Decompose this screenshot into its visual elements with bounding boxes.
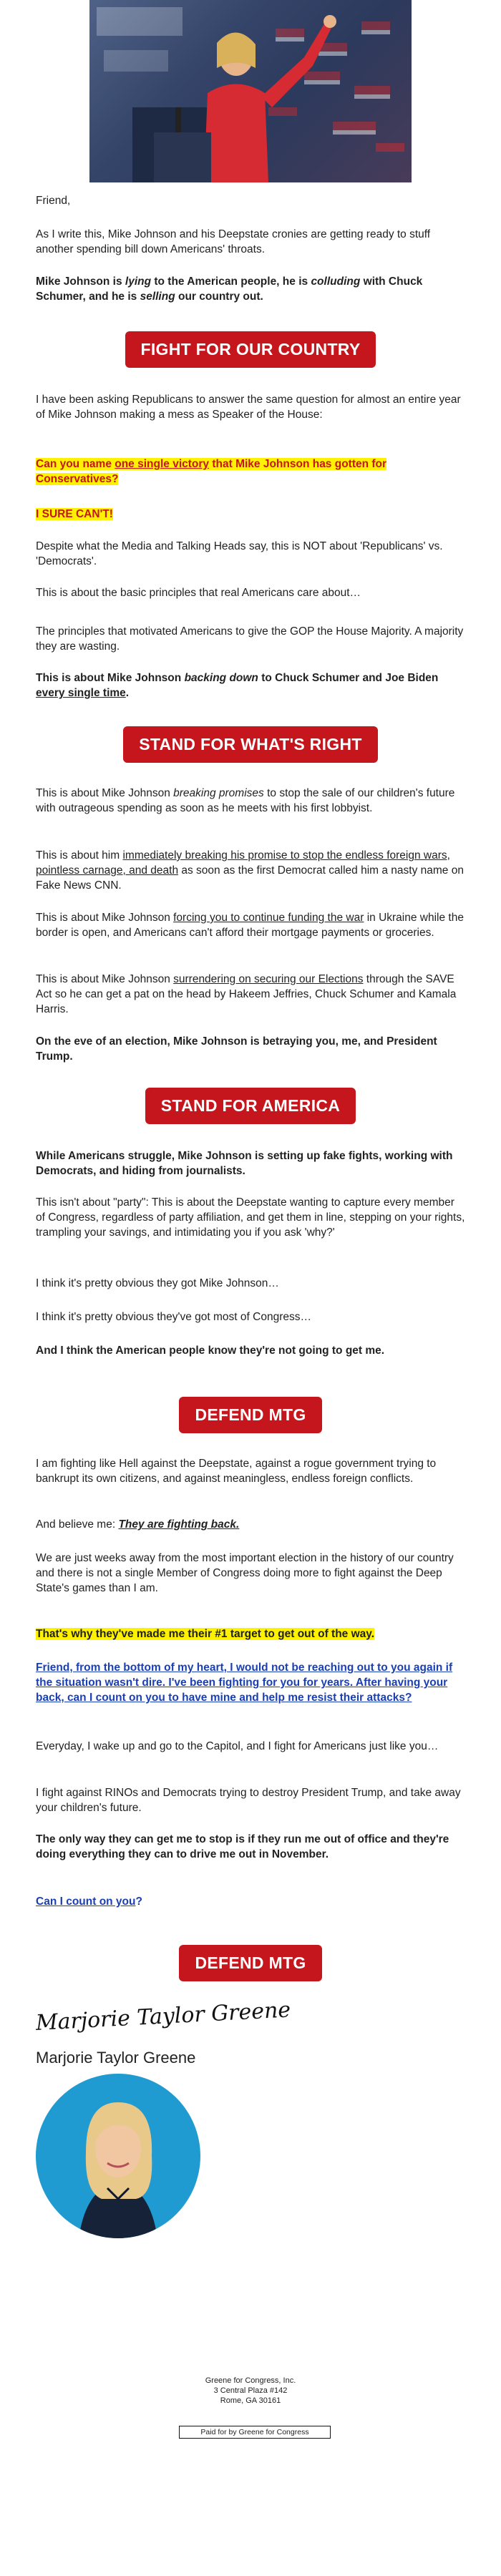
email-body [36, 0, 465, 2576]
paragraph-fighting: I am fighting like Hell against the Deepstate, against a rogue government trying to bankrupt its own citizens, and against meaningless, endless foreign conflicts. [36, 1458, 437, 1485]
paragraph-backing-down [36, 670, 465, 701]
paid-for-disclaimer: Paid for by Greene for Congress [179, 2426, 331, 2439]
cta-row-3 [36, 1088, 465, 1124]
paragraph-fighting-back [36, 1517, 465, 1532]
text: in Ukraine while the border is open, and Americans can't afford their mortgage payments or groceries. [36, 912, 464, 939]
text: ? [135, 1896, 142, 1908]
paragraph-foreign-wars [36, 848, 465, 893]
defend-mtg-button[interactable]: DEFEND MTG [179, 1397, 321, 1433]
paragraph-election: We are just weeks away from the most important election in the history of our country and there is not a single Member of Congress doing more to fight against the Deep State's games than I am. [36, 1552, 454, 1594]
portrait-illustration [36, 2074, 200, 2238]
text: that Mike Johnson has gotten for Conservatives? [36, 458, 387, 485]
paragraph-got-congress: I think it's pretty obvious they've got most of Congress… [36, 1311, 311, 1323]
text-emphasis: They are fighting back. [118, 1518, 240, 1531]
footer-org: Greene for Congress, Inc. [205, 2376, 296, 2385]
paragraph-rinos: I fight against RINOs and Democrats trying to destroy President Trump, and take away your children's future. [36, 1787, 461, 1814]
text: through the SAVE Act so he can get a pat on the head by Hakeem Jeffries, Chuck Schumer and Kamala Harris. [36, 973, 457, 1015]
text-underline: every single time [36, 687, 126, 699]
text: This is about Mike Johnson [36, 973, 174, 985]
text-underline: forcing you to continue funding the war [173, 912, 364, 924]
text-highlight: I SURE CAN'T! [36, 508, 113, 520]
text-emphasis: lying [125, 275, 152, 288]
text: This is about Mike Johnson [36, 672, 185, 684]
paragraph-everyday: Everyday, I wake up and go to the Capitol, and I fight for Americans just like you… [36, 1740, 439, 1752]
text: This is about Mike Johnson [36, 787, 174, 799]
count-on-you-link[interactable]: Can I count on you [36, 1896, 136, 1908]
cta-row-5 [36, 1945, 465, 1981]
paragraph-count-on-you [36, 1894, 465, 1909]
text-underline: immediately breaking his promise to stop the endless foreign wars, pointless carnage, and death [36, 849, 450, 877]
stand-for-whats-right-button[interactable]: STAND FOR WHAT'S RIGHT [123, 726, 377, 763]
text: This is about him [36, 849, 123, 862]
paragraph-lying [36, 274, 465, 304]
paragraph-not-me: And I think the American people know they're not going to get me. [36, 1345, 385, 1357]
paragraph-question [36, 457, 465, 487]
paragraph-principles: This is about the basic principles that real Americans care about… [36, 587, 361, 599]
paragraph-betraying: On the eve of an election, Mike Johnson is betraying you, me, and President Trump. [36, 1035, 437, 1063]
footer-address-1: 3 Central Plaza #142 [213, 2386, 288, 2395]
text-emphasis: backing down [184, 672, 258, 684]
signature: Marjorie Taylor Greene [35, 1997, 291, 2036]
paragraph-got-johnson: I think it's pretty obvious they got Mike Johnson… [36, 1277, 279, 1289]
paragraph-majority: The principles that motivated Americans to give the GOP the House Majority. A majority they are wasting. [36, 625, 464, 653]
text: And believe me: [36, 1518, 119, 1531]
text: to stop the sale of our children's future with outrageous spending as soon as he meets with his first lobbyist. [36, 787, 455, 814]
cta-row-4 [36, 1397, 465, 1433]
avatar [36, 2074, 200, 2238]
stand-for-america-button[interactable]: STAND FOR AMERICA [145, 1088, 356, 1124]
fight-for-our-country-button[interactable]: FIGHT FOR OUR COUNTRY [125, 331, 376, 368]
defend-mtg-button-bottom[interactable]: DEFEND MTG [179, 1945, 321, 1981]
text: This is about Mike Johnson [36, 912, 174, 924]
text-emphasis: selling [140, 291, 175, 303]
paragraph-elections [36, 972, 465, 1017]
text-highlight: That's why they've made me their #1 target to get out of the way. [36, 1628, 375, 1640]
text: with Chuck Schumer, and he is [36, 275, 423, 303]
footer-address-2: Rome, GA 30161 [220, 2396, 281, 2405]
paragraph-question-intro: I have been asking Republicans to answer the same question for almost an entire year of Mike Johnson making a mess as Speaker of the House: [36, 394, 461, 421]
text: to the American people, he is [151, 275, 311, 288]
paragraph-sure-cant [36, 507, 465, 522]
footer [36, 2376, 465, 2406]
cta-row-2 [36, 726, 465, 763]
paragraph-run-out: The only way they can get me to stop is if they run me out of office and they're doing everything they can to drive me out in November. [36, 1833, 449, 1860]
text: . [125, 687, 130, 699]
text-emphasis: breaking promises [173, 787, 264, 799]
text: Mike Johnson is [36, 275, 125, 288]
text-underline: one single victory [115, 458, 210, 470]
paragraph-target [36, 1626, 465, 1641]
text: Can you name [36, 458, 115, 470]
hero-photo [89, 0, 412, 182]
text: to Chuck Schumer and Joe Biden [258, 672, 439, 684]
paragraph-intro: As I write this, Mike Johnson and his Deepstate cronies are getting ready to stuff another spending bill down Americans' throats. [36, 228, 431, 255]
appeal-link[interactable]: Friend, from the bottom of my heart, I would not be reaching out to you again if the situation wasn't dire. I've been fighting for you for years. After having your back, can I count on you to have mine and help me resist their attacks? [36, 1662, 453, 1704]
text-emphasis: colluding [311, 275, 361, 288]
paragraph-fake-fights: While Americans struggle, Mike Johnson is setting up fake fights, working with Democrats, and hiding from journalists. [36, 1150, 453, 1177]
paragraph-party: This isn't about "party": This is about the Deepstate wanting to capture every member of Congress, regardless of party affiliation, and get them in line, stepping on your rights, trampling your savings, and intimidating you if you ask 'why?' [36, 1196, 465, 1239]
signer-name: Marjorie Taylor Greene [36, 2049, 196, 2067]
paragraph-ukraine [36, 910, 465, 940]
cta-row-1 [36, 331, 465, 368]
text: our country out. [175, 291, 263, 303]
paragraph-appeal [36, 1660, 465, 1705]
greeting: Friend, [36, 195, 71, 207]
speaker-at-rally-illustration [89, 0, 412, 182]
paragraph-media: Despite what the Media and Talking Heads say, this is NOT about 'Republicans' vs. 'Democrats'. [36, 540, 443, 567]
text-underline: surrendering on securing our Elections [173, 973, 364, 985]
paragraph-breaking-promises [36, 786, 465, 816]
text: as soon as the first Democrat called him a nasty name on Fake News CNN. [36, 864, 464, 892]
